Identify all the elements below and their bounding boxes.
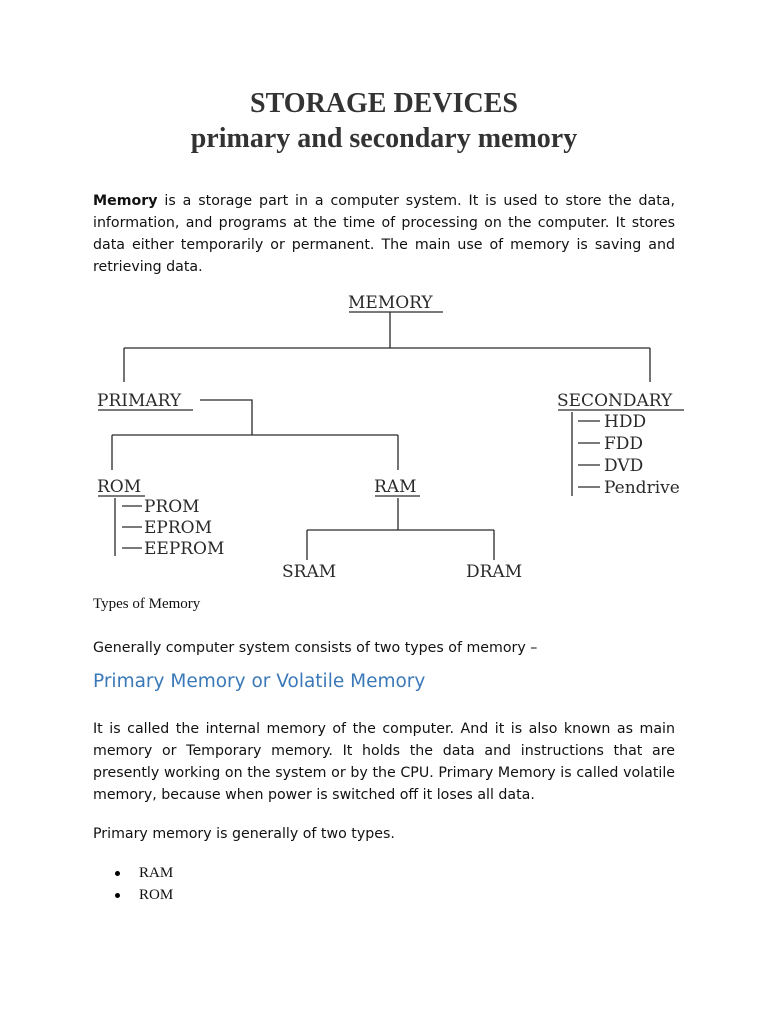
diagram-node-primary: PRIMARY — [97, 391, 182, 411]
diagram-item-fdd: FDD — [604, 434, 644, 454]
general-paragraph: Generally computer system consists of two types of memory – — [93, 640, 538, 656]
diagram-item-prom: PROM — [144, 497, 200, 517]
list-item — [93, 884, 173, 906]
list-item-label: ROM — [139, 887, 174, 903]
diagram-item-eprom: EPROM — [144, 518, 212, 538]
diagram-node-secondary: SECONDARY — [557, 391, 673, 411]
document-subtitle: primary and secondary memory — [190, 123, 578, 154]
memory-hierarchy-diagram — [0, 280, 768, 590]
list-item-label: RAM — [139, 865, 174, 881]
list-item — [93, 862, 173, 884]
diagram-item-dvd: DVD — [604, 456, 644, 476]
types-paragraph: Primary memory is generally of two types. — [93, 826, 395, 842]
bullet-icon — [115, 871, 120, 876]
intro-bold-term: Memory — [93, 193, 158, 209]
diagram-item-hdd: HDD — [604, 412, 647, 432]
diagram-item-sram: SRAM — [282, 562, 337, 582]
connector-primary-out — [200, 400, 252, 435]
intro-text: is a storage part in a computer system. It is used to store the data, information, and programs at the time of processing on the computer. It stores data either temporarily or permanent. The main use of memory is saving and retrieving data. — [93, 193, 675, 275]
diagram-item-eeprom: EEPROM — [144, 539, 225, 559]
memory-types-list — [93, 862, 173, 906]
primary-memory-paragraph: It is called the internal memory of the computer. And it is also known as main memory or Temporary memory. It holds the data and instructions that are presently working on the system or by the CPU. Primary Memory is called volatile memory, because when power is switched off it loses all data. — [93, 721, 675, 803]
section-heading: Primary Memory or Volatile Memory — [93, 671, 426, 692]
diagram-item-dram: DRAM — [466, 562, 523, 582]
intro-paragraph — [93, 190, 675, 278]
figure-caption: Types of Memory — [93, 596, 201, 612]
diagram-node-ram: RAM — [374, 477, 417, 497]
bullet-icon — [115, 893, 120, 898]
diagram-item-pendrive: Pendrive — [604, 478, 680, 498]
diagram-node-rom: ROM — [97, 477, 142, 497]
diagram-node-memory: MEMORY — [348, 293, 433, 313]
document-title: STORAGE DEVICES — [250, 88, 518, 119]
